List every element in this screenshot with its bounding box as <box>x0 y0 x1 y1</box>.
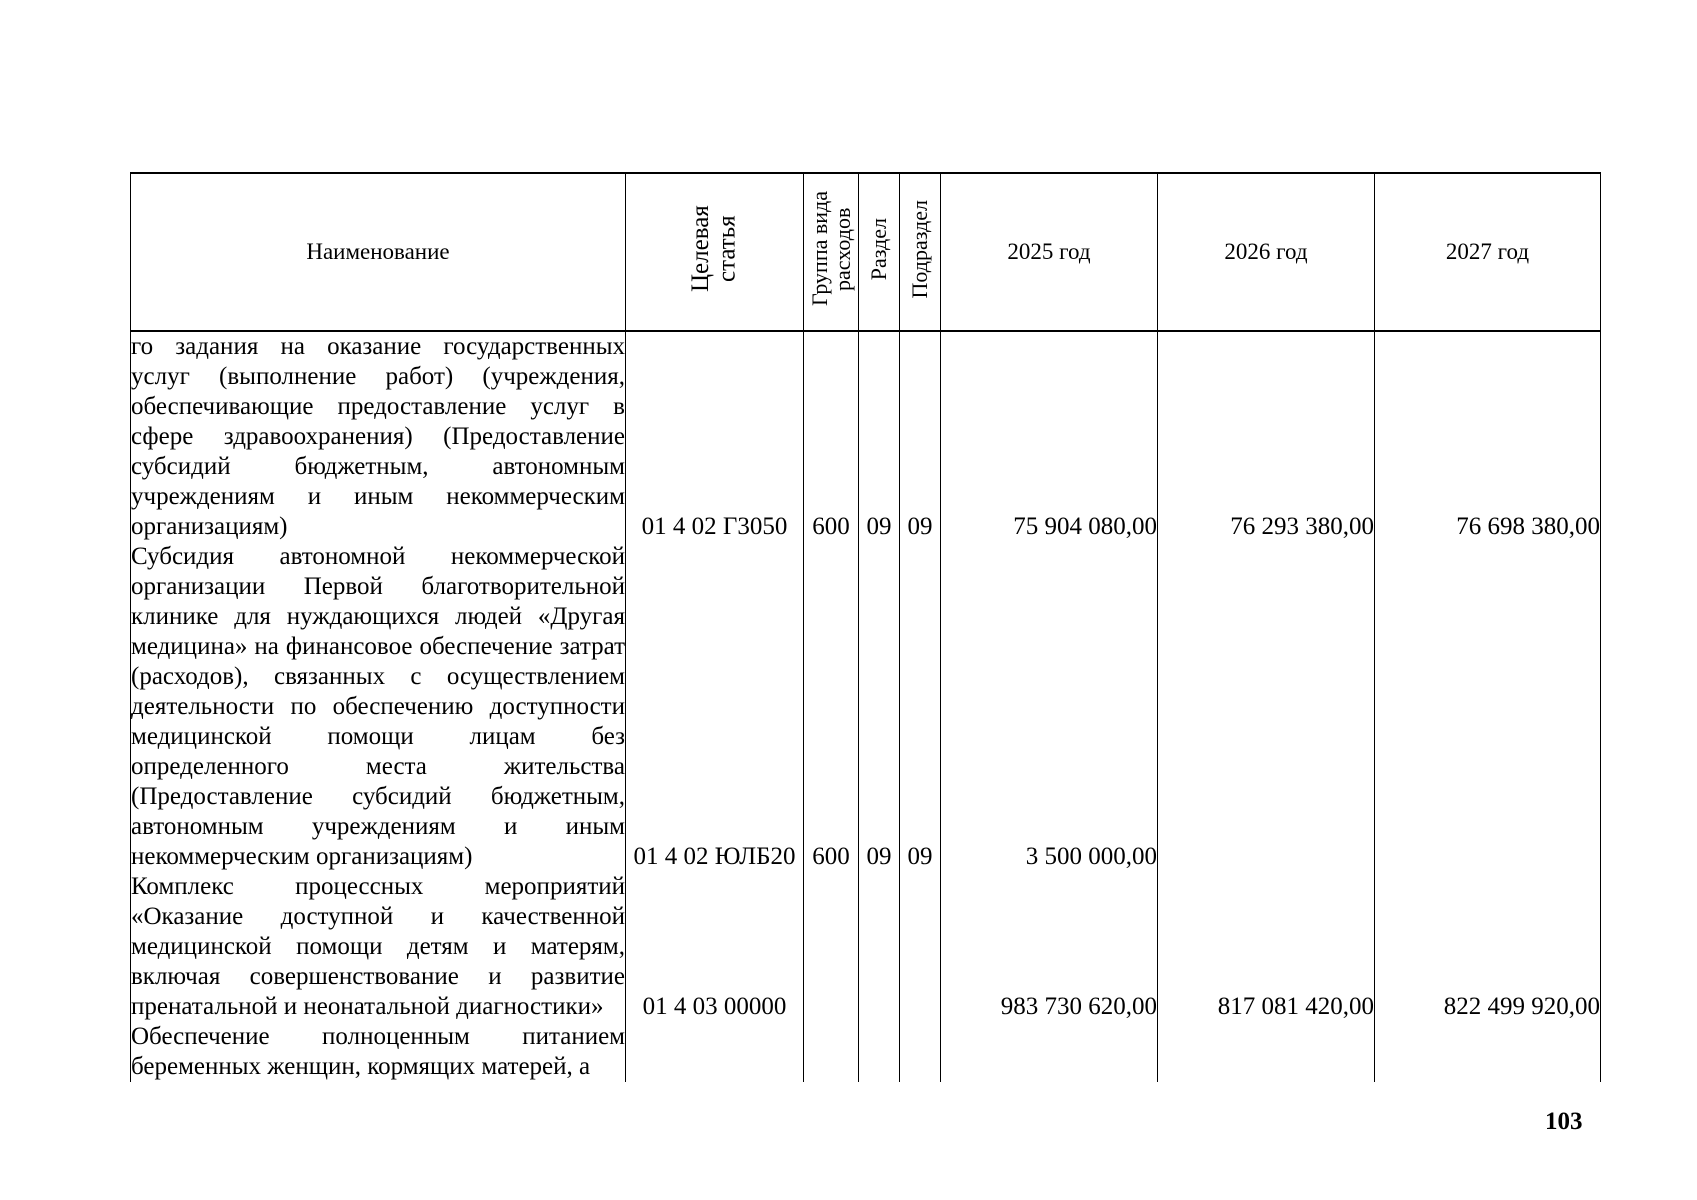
row-name: Субсидия автономной некоммерческой организации Первой благотворительной клинике для нуждающихся людей «Другая медицина» на финансовое обеспечение затрат (расходов), связанных с осуществлением деятельности по обеспечению доступности медицинской помощи лицам без определенного места жительства (Предоставление субсидий бюджетным, автономным учреждениям и иным некоммерческим организациям) <box>131 543 625 870</box>
row-amount-2027: 76 698 380,00 <box>1375 331 1601 542</box>
table-row <box>131 331 1601 542</box>
row-target-article <box>626 1022 804 1082</box>
header-target-article: Целевая статья <box>626 173 804 331</box>
row-target-article: 01 4 02 ЮЛБ20 <box>626 542 804 872</box>
row-subsection: 09 <box>900 331 941 542</box>
header-subsection: Подраздел <box>900 173 941 331</box>
row-expense-group: 600 <box>804 331 859 542</box>
row-subsection <box>900 1022 941 1082</box>
row-amount-2025 <box>941 1022 1158 1082</box>
row-amount-2027 <box>1375 542 1601 872</box>
row-amount-2025: 983 730 620,00 <box>941 872 1158 1022</box>
row-section <box>859 1022 900 1082</box>
header-section: Раздел <box>859 173 900 331</box>
table-row <box>131 542 1601 872</box>
row-target-article: 01 4 02 Г3050 <box>626 331 804 542</box>
row-amount-2026: 817 081 420,00 <box>1158 872 1375 1022</box>
row-section: 09 <box>859 331 900 542</box>
row-section: 09 <box>859 542 900 872</box>
row-amount-2026 <box>1158 1022 1375 1082</box>
table-row <box>131 872 1601 1022</box>
row-subsection: 09 <box>900 542 941 872</box>
row-expense-group <box>804 872 859 1022</box>
row-name: Обеспечение полноценным питанием беременных женщин, кормящих матерей, а <box>131 1023 625 1080</box>
budget-table <box>130 172 1601 1082</box>
row-expense-group <box>804 1022 859 1082</box>
row-amount-2025: 3 500 000,00 <box>941 542 1158 872</box>
header-year-2025: 2025 год <box>941 173 1158 331</box>
row-name: Комплекс процессных мероприятий «Оказание доступной и качественной медицинской помощи детям и матерям, включая совершенствование и развитие пренатальной и неонатальной диагностики» <box>131 873 625 1020</box>
row-amount-2027 <box>1375 1022 1601 1082</box>
row-subsection <box>900 872 941 1022</box>
row-amount-2025: 75 904 080,00 <box>941 331 1158 542</box>
header-name: Наименование <box>131 173 626 331</box>
header-expense-group: Группа вида расходов <box>804 173 859 331</box>
row-section <box>859 872 900 1022</box>
row-name: го задания на оказание государственных услуг (выполнение работ) (учреждения, обеспечивающие предоставление услуг в сфере здравоохранения) (Предоставление субсидий бюджетным, автономным учреждениям и иным некоммерческим организациям) <box>131 333 625 540</box>
header-year-2027: 2027 год <box>1375 173 1601 331</box>
row-expense-group: 600 <box>804 542 859 872</box>
header-year-2026: 2026 год <box>1158 173 1375 331</box>
table-header-row <box>131 173 1601 331</box>
row-amount-2027: 822 499 920,00 <box>1375 872 1601 1022</box>
table-row <box>131 1022 1601 1082</box>
row-amount-2026: 76 293 380,00 <box>1158 331 1375 542</box>
row-target-article: 01 4 03 00000 <box>626 872 804 1022</box>
page-number: 103 <box>1545 1108 1583 1135</box>
row-amount-2026 <box>1158 542 1375 872</box>
